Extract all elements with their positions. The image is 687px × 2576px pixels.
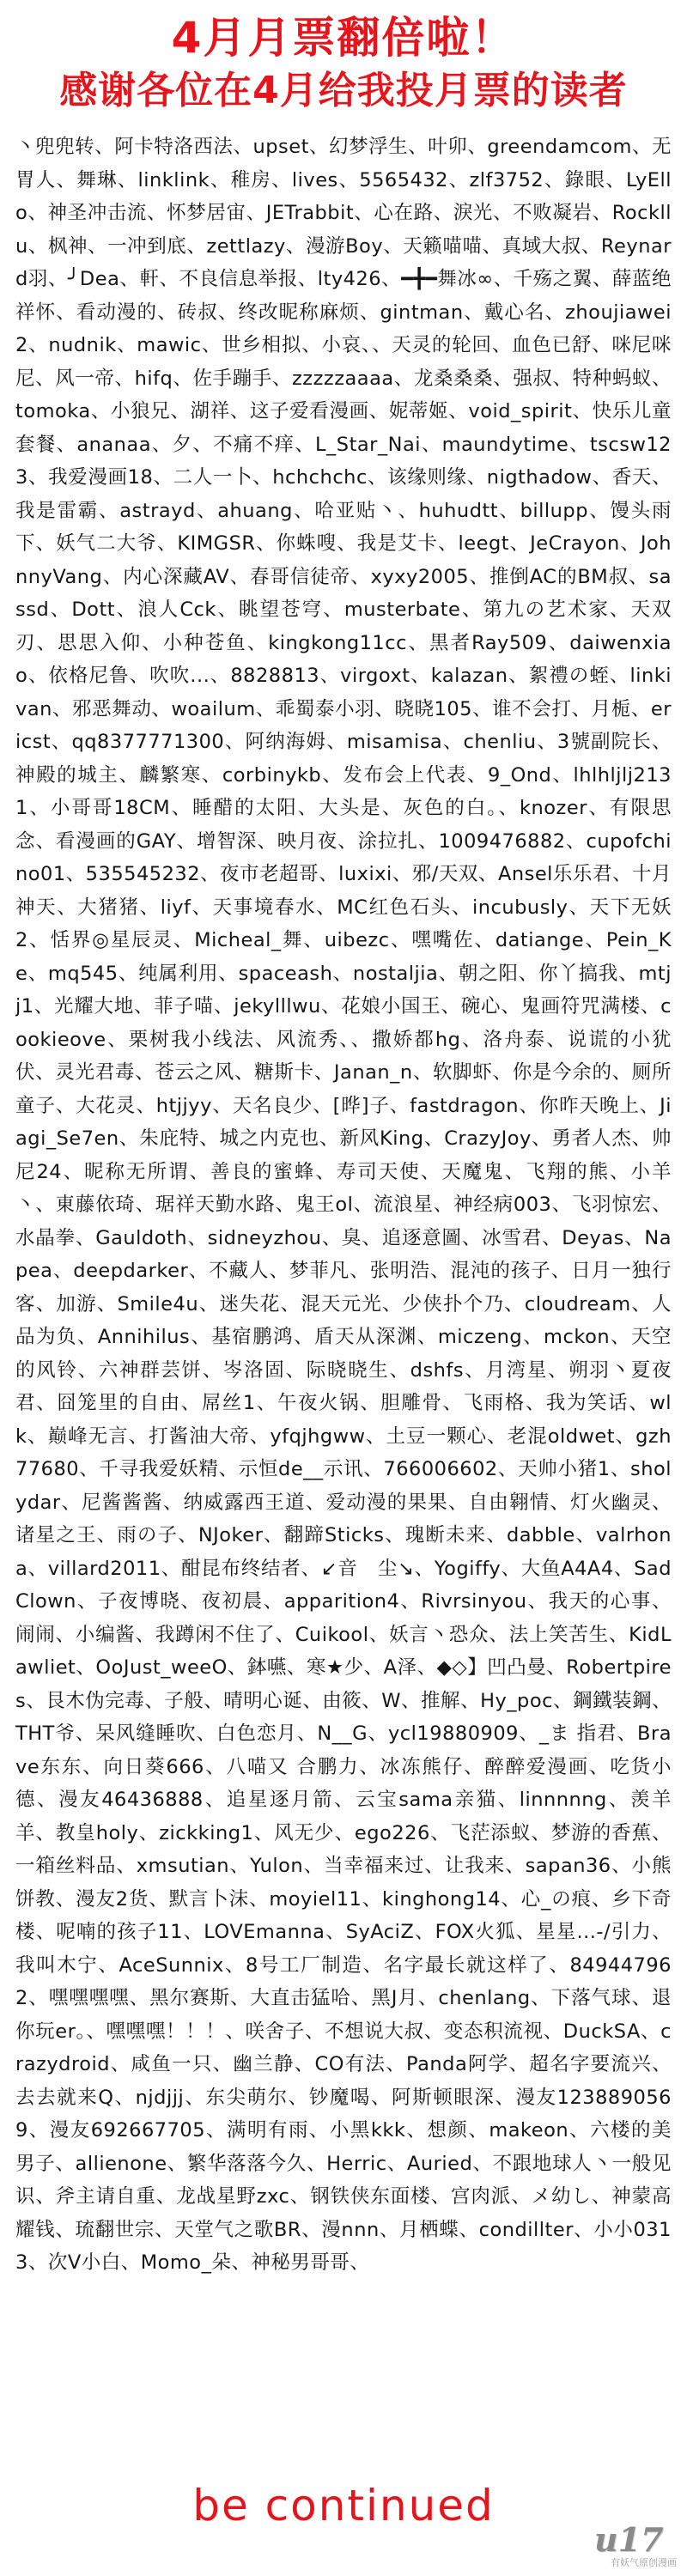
- page-subtitle: 感谢各位在4月给我投月票的读者: [59, 69, 628, 112]
- to-be-continued-text: be continued: [192, 2481, 495, 2530]
- page-title: 4月月票翻倍啦！: [171, 13, 516, 63]
- supporters-list: 丶兜兜转、阿卡特洛西法、upset、幻梦浮生、叶卯、greendamcom、无胃人、舞琳、linklink、稚房、lives、5565432、zlf3752、錄眼、LyEllo、神圣冲击流、怀梦居宙、JETrabbit、心在路、淚光、不败凝岩、Rockllu、枫神、一冲到底、zettlazy、漫游Boy、天籁喵喵、真域大叔、Reynard羽、╯Dea、軒、不良信息举报、lty426、━╋━舞冰∞、千殇之翼、薛蓝绝祥怀、看动漫的、砖叔、终改昵称麻烦、gintman、戴心名、zhoujiawei2、nudnik、mawic、世乡相拟、小哀、、天灵的轮回、血色已舒、咪尼咪尼、风一帝、hifq、佐手蹦手、zzzzzaaaa、龙桑桑桑、强叔、特种蚂蚁、tomoka、小狼兄、湖祥、这子爱看漫画、妮蒂姬、void_spirit、快乐儿童套餐、ananaa、夕、不痛不痒、L_Star_Nai、maundytime、tscsw123、我爱漫画18、二人一卜、hchchchc、该缘则缘、nigthadow、香天、我是雷霸、astrayd、ahuang、哈亚贴丶、huhudtt、billupp、馒头雨下、妖气二大爷、KIMGSR、你蛛嗖、我是艾卡、leegt、JeCrayon、JohnnyVang、内心深藏AV、春哥信徒帝、xyxy2005、推倒AC的BM叔、sassd、Dott、浪人Cck、眺望苍穹、musterbate、第九の艺术家、天双刃、思思入仰、小种苍鱼、kingkong11cc、黒者Ray509、daiwenxiao、依格尼鲁、吹吹...、8828813、virgoxt、kalazan、絮禮の蛭、linkivan、邪恶舞动、woailum、乖蜀泰小羽、晓晓105、谁不会打、月栀、ericst、qq8377771300、阿纳海姆、misamisa、chenliu、3號副院长、神殿的城主、麟繁寒、corbinykb、发布会上代表、9_Ond、lhlhljlj2131、小哥哥18CM、睡醋的太阳、大头是、灰色的白。、knozer、有限思念、看漫画的GAY、增智深、映月夜、涂拉扎、1009476882、cupofchino01、535545232、夜市老超哥、luxixi、邪/天双、Ansel乐乐君、十月神天、大猪猪、liyf、天事境春水、MC红色石头、incubusly、天下无妖2、恬界◎星辰灵、Micheal_舞、uibezc、嘿嘴佐、datiange、Pein_Ke、mq545、纯属利用、spaceash、nostaljia、朝之阳、你丫搞我、mtjj1、光耀大地、菲子喵、jekylllwu、花娘小国王、碗心、鬼画符咒满楼、cookieove、栗树我小线法、风流秀、、撒娇都hg、洛舟泰、说谎的小犹伏、灵光君毒、苍云之风、糖斯卡、Janan_n、软脚虾、你是今余的、厕所童子、大花灵、htjjyy、天名良少、[晔]子、fastdragon、你昨天晚上、Jiagi_Se7en、朱庇特、城之内克也、新风King、CrazyJoy、勇者人杰、帅尼24、昵称无所谓、善良的蜜蜂、寿司天使、天魔鬼、飞翔的熊、小羊丶、東藤依琦、琚祥天勤水路、鬼王ol、流浪星、神经病003、飞羽惊宏、水晶拳、Gauldoth、sidneyzhou、臭、追逐意圖、冰雪君、Deyas、Napea、deepdarker、不藏人、梦菲凡、张明浩、混沌的孩子、日月一独行客、加游、Smile4u、迷失花、混天元光、少侠扑个乃、cloudream、人品为负、Annihilus、基宿鹏鸿、盾天从深渊、miczeng、mckon、天空的风铃、六神群芸饼、岑洛固、际晓晓生、dshfs、月湾星、朔羽丶夏夜君、囧笼里的自由、屌丝1、午夜火锅、胆雕骨、飞雨格、我为笑话、wlk、巅峰无言、打酱油大帝、yfqjhgww、土豆一颗心、老混oldwet、gzh77680、千寻我爱妖精、示恒de__示讯、766006602、天帅小猪1、sholydar、尼酱酱酱、纳威露西王道、爱动漫的果果、自由翱情、灯火幽灵、诸星之王、雨の子、NJoker、翻蹄Sticks、瑰断未来、dabble、valrhona、villard2011、酣昆布终结者、↙音 尘↘、Yogiffy、大鱼A4A4、SadClown、子夜博晓、夜初晨、apparition4、Rivrsinyou、我天的心事、闹闹、小编酱、我蹲闲不住了、Cuikool、妖言丶恐众、法上笑苦生、KidLawliet、OoJust_weeO、鉢嚥、寒★少、A泽、◆◇】凹凸曼、Robertpires、艮木伪完毒、子般、晴明心诞、由筱、W、推解、Hy_poc、鋼鐵装鋼、THT爷、呆风缝睡吹、白色恋月、N__G、ycl19880909、_ま 指君、Brave东东、向日葵666、八喵又 合鹏力、冰冻熊仔、醉醉爱漫画、吃货小德、漫友46436888、追星逐月箭、云宝sama亲猫、linnnnng、羡羊羊、教皇holy、zickking1、风无少、ego226、飞茫添蚁、梦游的香蕉、一箱丝料品、xmsutian、Yulon、当幸福来过、让我来、sapan36、小熊饼教、漫友2货、默言卜沫、moyiel11、kinghong14、心_の痕、乡下奇楼、呢喃的孩子11、LOVEmanna、SyAciZ、FOX火狐、星星...-/引力、我叫木宁、AceSunnix、8号工厂制造、名字最长就这样了、849447962、嘿嘿嘿嘿、黑尔赛斯、大直击猛哈、黑J月、chenlang、下落气球、退你玩er。、嘿嘿嘿！！！、咲舍子、不想说大叔、变态积流视、DuckSA、crazydroid、咸鱼一只、幽兰静、CO有法、Panda阿学、超名字要流兴、去去就来Q、njdjjj、东尖萌尔、钞魔喝、阿斯顿眼深、漫友1238890569、漫友692667705、满明有雨、小黑kkk、想颜、makeon、六楼的美男子、allienone、繁华落落今久、Herric、Auried、不跟地球人丶一般见识、斧主请自重、龙战星野zxc、钢铁侠东面楼、宫肉派、メ幼し、神蒙高耀钱、琉翻世宗、天堂气之歌BR、漫nnn、月栖蝶、condillter、小小0313、次V小白、Momo_朵、神秘男哥哥、: [15, 136, 672, 2274]
- u17-logo: u17: [594, 2520, 664, 2559]
- u17-watermark-caption: 有妖气原创漫画: [611, 2557, 677, 2568]
- u17-watermark: [594, 2520, 677, 2571]
